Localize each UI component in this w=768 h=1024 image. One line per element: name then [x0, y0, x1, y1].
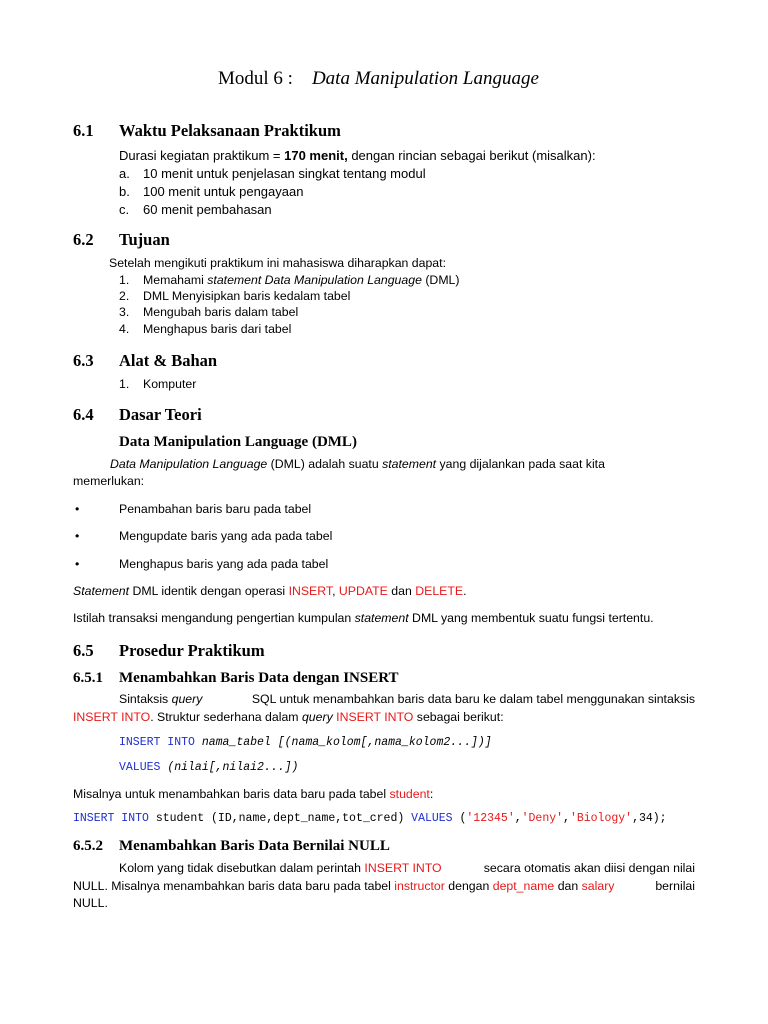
bullet-item: Mengupdate baris yang ada pada tabel — [119, 529, 333, 543]
section-heading: Alat & Bahan — [119, 351, 218, 370]
paragraph — [73, 583, 467, 600]
keyword-insert-into: INSERT INTO — [336, 710, 414, 724]
text-run: bernilai — [655, 879, 695, 893]
text-run: NULL. Misalnya menambahkan baris data baru pada tabel — [73, 879, 395, 893]
list-item: 10 menit untuk penjelasan singkat tentang modul — [143, 166, 426, 181]
subsection-number: 6.5.2 — [73, 838, 103, 854]
text-run: Misalnya untuk menambahkan baris data baru pada tabel — [73, 787, 390, 801]
text-run: statement — [382, 457, 437, 471]
section-number: 6.4 — [73, 405, 94, 424]
list-marker: b. — [119, 184, 130, 199]
text-run: Istilah transaksi mengandung pengertian kumpulan — [73, 611, 355, 625]
code-line — [119, 761, 298, 774]
section-number: 6.2 — [73, 230, 94, 249]
text-run: Sintaksis — [119, 692, 172, 706]
code-keyword: VALUES — [119, 761, 161, 774]
code-text: ( — [452, 812, 467, 825]
code-keyword: INSERT INTO — [119, 736, 195, 749]
code-string: 'Deny' — [521, 812, 564, 825]
text-run: (DML) adalah suatu — [267, 457, 383, 471]
text-run: secara otomatis akan diisi dengan nilai — [483, 861, 695, 875]
paragraph-line — [73, 709, 504, 726]
paragraph-line — [73, 878, 695, 895]
text-run: 170 menit, — [284, 148, 348, 163]
bullet-marker: • — [75, 557, 80, 571]
code-line — [119, 736, 492, 749]
list-item: Komputer — [143, 377, 197, 391]
title-name: Data Manipulation Language — [311, 68, 539, 89]
keyword-insert-into: INSERT INTO — [364, 861, 442, 875]
text-run: . Struktur sederhana dalam — [150, 710, 302, 724]
text-run: Kolom yang tidak disebutkan dalam perintah — [119, 861, 365, 875]
list-item: Mengubah baris dalam tabel — [143, 305, 299, 319]
column-name: salary — [581, 879, 615, 893]
text-run — [73, 878, 614, 895]
code-string: '12345' — [466, 812, 515, 825]
bullet-marker: • — [75, 502, 80, 516]
list-item: Menghapus baris dari tabel — [143, 322, 292, 336]
list-item: 100 menit untuk pengayaan — [143, 184, 304, 199]
paragraph-line — [119, 691, 695, 708]
paragraph — [110, 456, 605, 473]
text-run: dan — [554, 879, 582, 893]
list-marker: c. — [119, 202, 130, 217]
page-title — [218, 68, 539, 90]
text-run — [119, 860, 442, 877]
text-run: Durasi kegiatan praktikum = — [119, 148, 285, 163]
list-item — [143, 272, 460, 289]
keyword-delete: DELETE — [415, 584, 464, 598]
table-name: instructor — [394, 879, 445, 893]
text-run: Data Manipulation Language — [110, 457, 268, 471]
text-run: (DML) — [421, 273, 460, 287]
list-item: DML Menyisipkan baris kedalam tabel — [143, 289, 351, 303]
text-run: statement — [354, 611, 409, 625]
paragraph: Setelah mengikuti praktikum ini mahasiswa diharapkan dapat: — [109, 256, 446, 270]
text-run: dan — [387, 584, 416, 598]
paragraph — [73, 786, 433, 803]
list-marker: 2. — [119, 289, 130, 303]
section-number: 6.1 — [73, 121, 94, 140]
text-run: DML yang membentuk suatu fungsi tertentu. — [408, 611, 654, 625]
text-run: DML identik dengan operasi — [129, 584, 289, 598]
section-number: 6.5 — [73, 641, 94, 660]
code-text: , — [563, 812, 570, 825]
text-run: sebagai berikut: — [413, 710, 504, 724]
text-run: dengan rincian sebagai berikut (misalkan): — [347, 148, 596, 163]
text-run: query — [171, 692, 203, 706]
code-text: , — [514, 812, 522, 825]
paragraph-continuation: memerlukan: — [73, 474, 145, 488]
section-number: 6.3 — [73, 351, 94, 370]
keyword-update: UPDATE — [338, 584, 388, 598]
section-heading: Prosedur Praktikum — [119, 641, 265, 660]
code-text: student (ID,name,dept_name,tot_cred) — [148, 812, 412, 825]
text-run: : — [429, 787, 434, 801]
paragraph-line: NULL. — [73, 896, 108, 910]
text-run: SQL untuk menambahkan baris data baru ke dalam tabel menggunakan sintaksis — [251, 692, 695, 706]
list-marker: 3. — [119, 305, 130, 319]
column-name: dept_name — [492, 879, 555, 893]
list-marker: a. — [119, 166, 130, 181]
table-name: student — [389, 787, 430, 801]
bullet-item: Penambahan baris baru pada tabel — [119, 502, 312, 516]
section-heading: Dasar Teori — [119, 405, 202, 424]
code-text: nama_tabel [(nama_kolom[,nama_kolom2...])] — [194, 736, 492, 749]
subsection-heading: Data Manipulation Language (DML) — [119, 434, 357, 450]
text-run: yang dijalankan pada saat kita — [436, 457, 605, 471]
text-run: . — [463, 584, 467, 598]
code-line — [73, 812, 667, 825]
subsection-heading: Menambahkan Baris Data dengan INSERT — [119, 670, 399, 686]
paragraph-line — [119, 860, 695, 877]
list-marker: 1. — [119, 377, 130, 391]
list-marker: 4. — [119, 322, 130, 336]
subsection-number: 6.5.1 — [73, 670, 103, 686]
code-text: ,34); — [632, 812, 667, 825]
text-run: Statement — [73, 584, 130, 598]
list-item: 60 menit pembahasan — [143, 202, 272, 217]
text-run: , — [332, 584, 339, 598]
code-string: 'Biology' — [569, 812, 633, 825]
bullet-item: Menghapus baris yang ada pada tabel — [119, 557, 329, 571]
list-marker: 1. — [119, 273, 130, 287]
text-run: statement Data Manipulation Language — [207, 273, 422, 287]
code-keyword: INSERT INTO — [73, 812, 149, 825]
keyword-insert-into: INSERT INTO — [73, 710, 151, 724]
text-run: query — [301, 710, 333, 724]
subsection-heading: Menambahkan Baris Data Bernilai NULL — [119, 838, 390, 854]
text-run — [119, 691, 202, 708]
code-text: (nilai[,nilai2...]) — [160, 761, 299, 774]
code-keyword: VALUES — [411, 812, 453, 825]
text-run: dengan — [444, 879, 493, 893]
text-run: Memahami — [143, 273, 208, 287]
paragraph — [73, 610, 654, 627]
section-heading: Waktu Pelaksanaan Praktikum — [119, 121, 341, 140]
title-prefix: Modul 6 : — [218, 68, 293, 89]
section-heading: Tujuan — [119, 230, 170, 249]
bullet-marker: • — [75, 529, 80, 543]
keyword-insert: INSERT — [288, 584, 333, 598]
paragraph — [119, 147, 596, 165]
